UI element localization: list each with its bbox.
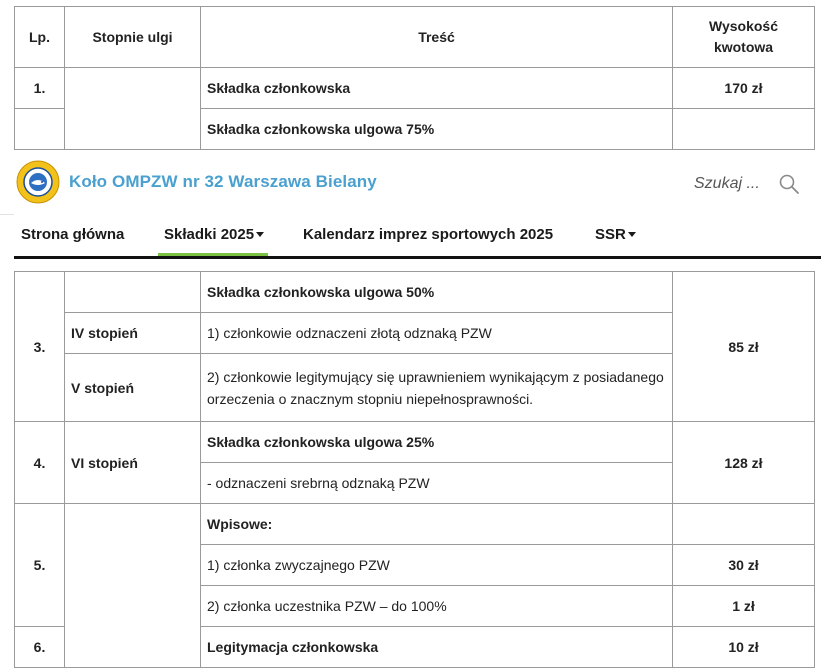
row-kwota: 30 zł	[673, 545, 815, 586]
table-row	[15, 272, 815, 313]
row-lp: 6.	[15, 627, 65, 668]
nav-item-ssr[interactable]	[589, 214, 642, 256]
main-nav	[14, 214, 821, 259]
nav-item-label: Kalendarz imprez sportowych 2025	[303, 226, 554, 243]
site-header	[0, 152, 821, 215]
nav-item-label: SSR	[595, 226, 626, 243]
nav-item-label: Składki 2025	[164, 226, 255, 243]
row-kwota: 10 zł	[673, 627, 815, 668]
row-tresc: Składka członkowska ulgowa 75%	[201, 109, 673, 150]
row-lp: 5.	[15, 504, 65, 627]
row-tresc: 1) członka zwyczajnego PZW	[201, 545, 673, 586]
row-stopien-empty	[65, 68, 201, 150]
search-input[interactable]	[694, 172, 772, 196]
row-tresc: Legitymacja członkowska	[201, 627, 673, 668]
row-lp: 1.	[15, 68, 65, 109]
nav-item-skladki[interactable]	[158, 214, 268, 256]
row-kwota-empty	[673, 504, 815, 545]
row-kwota: 170 zł	[673, 68, 815, 109]
nav-item-strona-glowna[interactable]	[15, 214, 130, 256]
row-tresc-heading: Wpisowe:	[201, 504, 673, 545]
nav-item-label: Strona główna	[21, 226, 125, 243]
row-stopien: IV stopień	[65, 313, 201, 354]
col-header-tresc: Treść	[201, 7, 673, 68]
row-tresc: Składka członkowska	[201, 68, 673, 109]
col-header-wysokosc-line1: Wysokość	[709, 18, 778, 34]
row-kwota: 85 zł	[673, 272, 815, 422]
row-lp: 3.	[15, 272, 65, 422]
fees-table-top	[14, 6, 815, 150]
row-lp: 4.	[15, 422, 65, 504]
magnifier-icon[interactable]	[778, 173, 800, 195]
search-bar	[694, 172, 806, 196]
fees-table	[14, 271, 815, 668]
col-header-wysokosc-line2: kwotowa	[713, 39, 774, 55]
col-header-wysokosc	[673, 7, 815, 68]
row-kwota-empty	[673, 109, 815, 150]
row-kwota: 128 zł	[673, 422, 815, 504]
row-tresc: 2) członka uczestnika PZW – do 100%	[201, 586, 673, 627]
club-logo-icon[interactable]	[16, 160, 60, 204]
row-tresc: 2) członkowie legitymujący się uprawnieniem wynikającym z posiadanego orzeczenia o znacznym stopniu niepełnosprawności.	[201, 354, 673, 422]
row-tresc: - odznaczeni srebrną odznaką PZW	[201, 463, 673, 504]
row-stopien-empty	[65, 272, 201, 313]
site-title[interactable]: Koło OMPZW nr 32 Warszawa Bielany	[69, 172, 377, 191]
table-row	[15, 504, 815, 545]
caret-down-icon	[628, 232, 636, 237]
col-header-stopnie: Stopnie ulgi	[65, 7, 201, 68]
row-stopien: V stopień	[65, 354, 201, 422]
table-row	[15, 422, 815, 463]
row-lp-empty	[15, 109, 65, 150]
row-stopien-empty	[65, 504, 201, 668]
row-kwota: 1 zł	[673, 586, 815, 627]
row-stopien: VI stopień	[65, 422, 201, 504]
table-row	[15, 68, 815, 109]
caret-down-icon	[256, 232, 264, 237]
nav-item-kalendarz[interactable]	[297, 214, 559, 256]
row-tresc: 1) członkowie odznaczeni złotą odznaką PZW	[201, 313, 673, 354]
col-header-lp: Lp.	[15, 7, 65, 68]
row-tresc-heading: Składka członkowska ulgowa 25%	[201, 422, 673, 463]
row-tresc-heading: Składka członkowska ulgowa 50%	[201, 272, 673, 313]
